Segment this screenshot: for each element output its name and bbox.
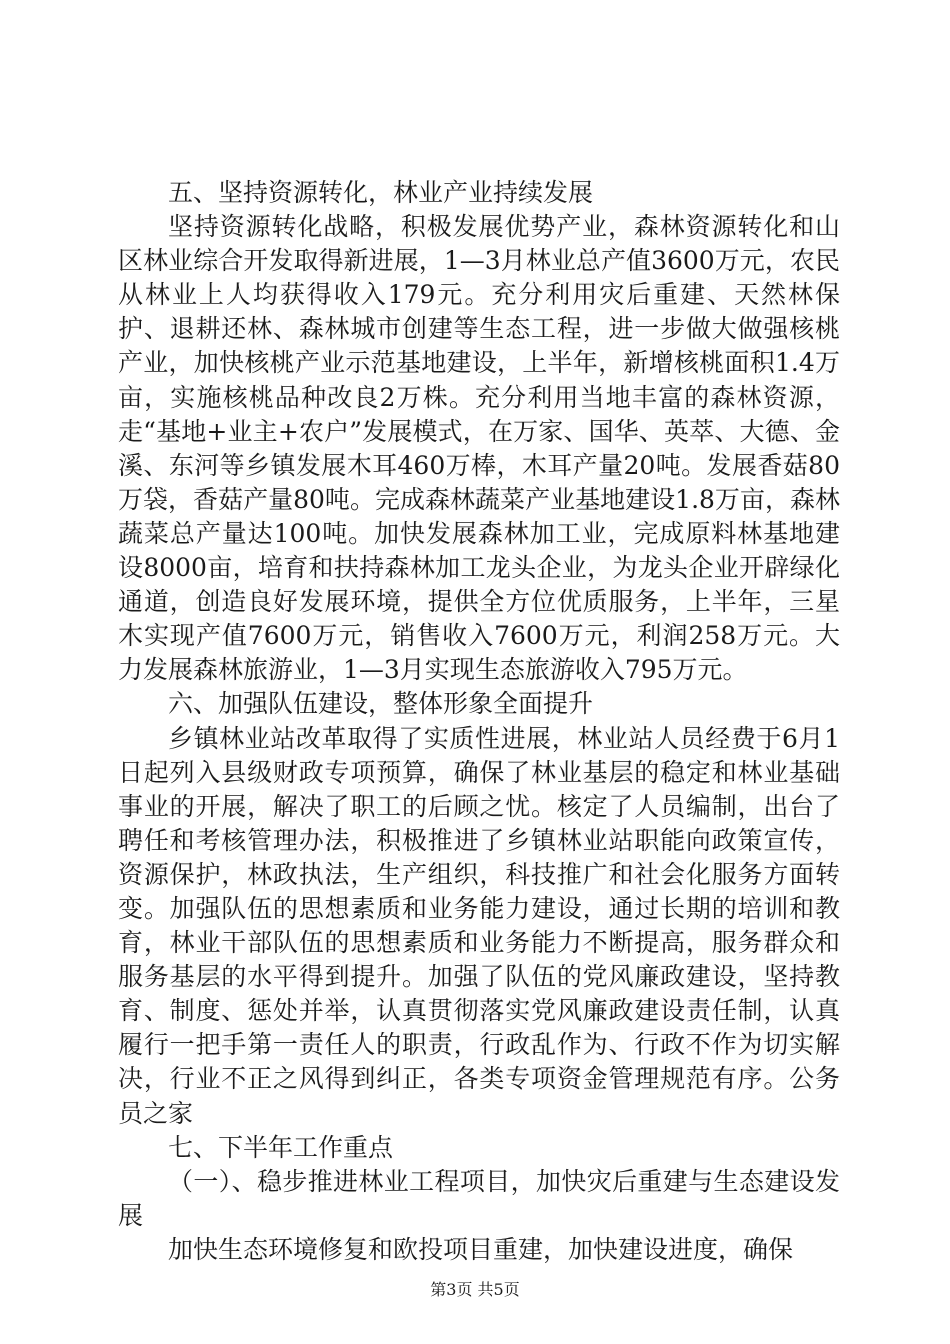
section-heading-5: 五、坚持资源转化，林业产业持续发展 <box>168 178 594 207</box>
body-paragraph: 乡镇林业站改革取得了实质性进展，林业站人员经费于6月1日起列入县级财政专项预算，确保了林业基层的稳定和林业基础事业的开展，解决了职工的后顾之忧。核定了人员编制，出台了聘任和考核管理办法，积极推进了乡镇林业站职能向政策宣传，资源保护，林政执法，生产组织，科技推广和社会化服务方面转变。加强队伍的思想素质和业务能力建设，通过长期的培训和教育，林业干部队伍的思想素质和业务能力不断提高，服务群众和服务基层的水平得到提升。加强了队伍的党风廉政建设，坚持教育、制度、惩处并举，认真贯彻落实党风廉政建设责任制，认真履行一把手第一责任人的职责，行政乱作为、行政不作为切实解决，行业不正之风得到纠正，各类专项资金管理规范有序。公务员之家 <box>118 723 840 1128</box>
section-heading-6: 六、加强队伍建设，整体形象全面提升 <box>168 689 594 719</box>
subsection-heading: （一）、稳步推进林业工程项目，加快灾后重建与生态建设发展 <box>118 1166 840 1230</box>
page-footer: 第3页 共5页 <box>430 1280 520 1299</box>
section-heading-7: 七、下半年工作重点 <box>168 1132 394 1162</box>
body-paragraph: 坚持资源转化战略，积极发展优势产业，森林资源转化和山区林业综合开发取得新进展，1—3月林业总产值3600万元，农民从林业上人均获得收入179元。充分利用灾后重建、天然林保护、退耕还林、森林城市创建等生态工程，进一步做大做强核桃产业，加快核桃产业示范基地建设，上半年，新增核桃面积1.4万亩，实施核桃品种改良2万株。充分利用当地丰富的森林资源，走“基地+业主+农户”发展模式，在万家、国华、英萃、大德、金溪、东河等乡镇发展木耳460万棒，木耳产量20吨。发展香菇80万袋，香菇产量80吨。完成森林蔬菜产业基地建设1.8万亩，森林蔬菜总产量达100吨。加快发展森林加工业，完成原料林基地建设8000亩，培育和扶持森林加工龙头企业，为龙头企业开辟绿化通道，创造良好发展环境，提供全方位优质服务，上半年，三星木实现产值7600万元，销售收入7600万元，利润258万元。大力发展森林旅游业，1—3月实现生态旅游收入795万元。 <box>118 212 840 685</box>
body-paragraph: 加快生态环境修复和欧投项目重建，加快建设进度，确保 <box>168 1234 794 1264</box>
document-body <box>118 176 840 1267</box>
